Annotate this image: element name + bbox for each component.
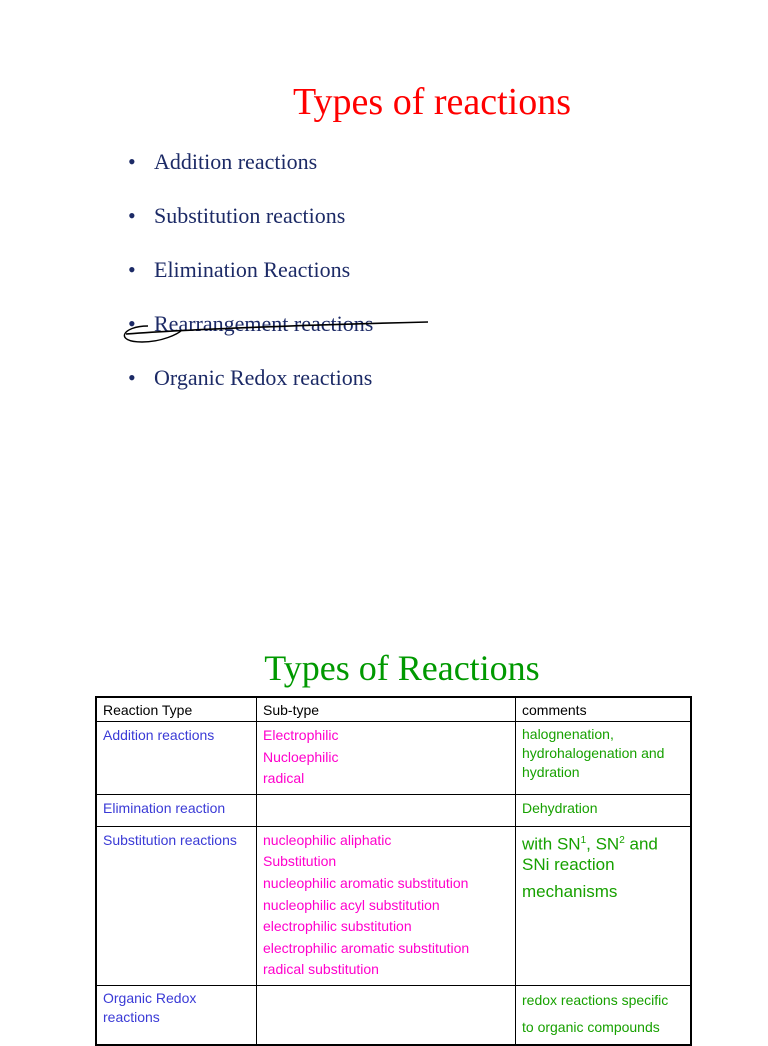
table-row — [96, 722, 691, 795]
reaction-types-table — [95, 696, 692, 1046]
comment-line: to organic compounds — [522, 1018, 660, 1035]
reaction-type-line: Organic Redox — [103, 989, 197, 1006]
subtype-cell — [257, 985, 516, 1045]
comment-line: hydration — [522, 764, 580, 780]
header-sub-type: Sub-type — [257, 697, 516, 722]
header-reaction-type: Reaction Type — [96, 697, 257, 722]
subtype-item: electrophilic substitution — [263, 918, 412, 935]
header-comments: comments — [516, 697, 692, 722]
bullet-dot: • — [128, 311, 136, 336]
bullet-dot: • — [128, 149, 136, 174]
bullet-dot: • — [128, 203, 136, 228]
table-header-row — [96, 697, 691, 722]
reaction-type-cell: Addition reactions — [96, 722, 257, 795]
subtype-item: nucleophilic aromatic substitution — [263, 874, 469, 891]
subtype-item: Nucloephilic — [263, 748, 339, 765]
comment-cell — [516, 794, 692, 826]
slide-1-title: Types of reactions — [292, 81, 572, 123]
comment-text: and — [624, 834, 658, 854]
comment-text: , SN — [586, 834, 620, 854]
table-row — [96, 794, 691, 826]
superscript: 1 — [580, 834, 587, 846]
reaction-type-cell: Substitution reactions — [96, 826, 257, 985]
comment-cell — [516, 985, 692, 1045]
bullet-item — [128, 146, 373, 200]
comment-cell — [516, 826, 692, 985]
bullet-item — [128, 362, 373, 416]
bullet-text: Addition reactions — [154, 149, 318, 174]
subtype-cell — [257, 722, 516, 795]
superscript: 2 — [619, 834, 625, 846]
bullet-text: Elimination Reactions — [154, 257, 351, 282]
subtype-item: nucleophilic acyl substitution — [263, 896, 440, 913]
reaction-type-cell: Elimination reaction — [96, 794, 257, 826]
subtype-item: nucleophilic aliphatic — [263, 831, 392, 848]
bullet-item-struck — [128, 308, 373, 362]
subtype-item: radical — [263, 770, 305, 787]
comment-line — [522, 830, 684, 855]
subtype-cell — [257, 794, 516, 826]
subtype-cell — [257, 826, 516, 985]
bullet-item — [128, 200, 373, 254]
bullet-list — [128, 146, 373, 416]
bullet-dot: • — [128, 257, 136, 282]
reaction-type-cell — [96, 985, 257, 1045]
bullet-dot: • — [128, 365, 136, 390]
table-row — [96, 826, 691, 985]
comment-line: redox reactions specific — [522, 991, 669, 1008]
bullet-text: Organic Redox reactions — [154, 365, 373, 390]
comment-cell — [516, 722, 692, 795]
table-row — [96, 985, 691, 1045]
comment-text: with SN — [522, 834, 581, 854]
comment-line: hydrohalogenation and — [522, 745, 665, 761]
bullet-text: Rearrangement reactions — [154, 311, 374, 336]
reaction-type-line: reactions — [103, 1008, 160, 1025]
comment-line: mechanisms — [522, 882, 618, 902]
bullet-text: Substitution reactions — [154, 203, 346, 228]
struck-text-wrap — [154, 308, 373, 340]
slide-2-title: Types of Reactions — [264, 648, 540, 688]
comment-line: halognenation, — [522, 726, 614, 742]
subtype-item: radical substitution — [263, 961, 379, 978]
comment-line: SNi reaction — [522, 855, 615, 875]
subtype-item: Substitution — [263, 853, 337, 870]
handwritten-strike-mark — [118, 312, 438, 352]
subtype-item: Electrophilic — [263, 727, 339, 743]
bullet-item — [128, 254, 373, 308]
comment-line: Dehydration — [522, 799, 598, 816]
subtype-item: electrophilic aromatic substitution — [263, 939, 470, 956]
